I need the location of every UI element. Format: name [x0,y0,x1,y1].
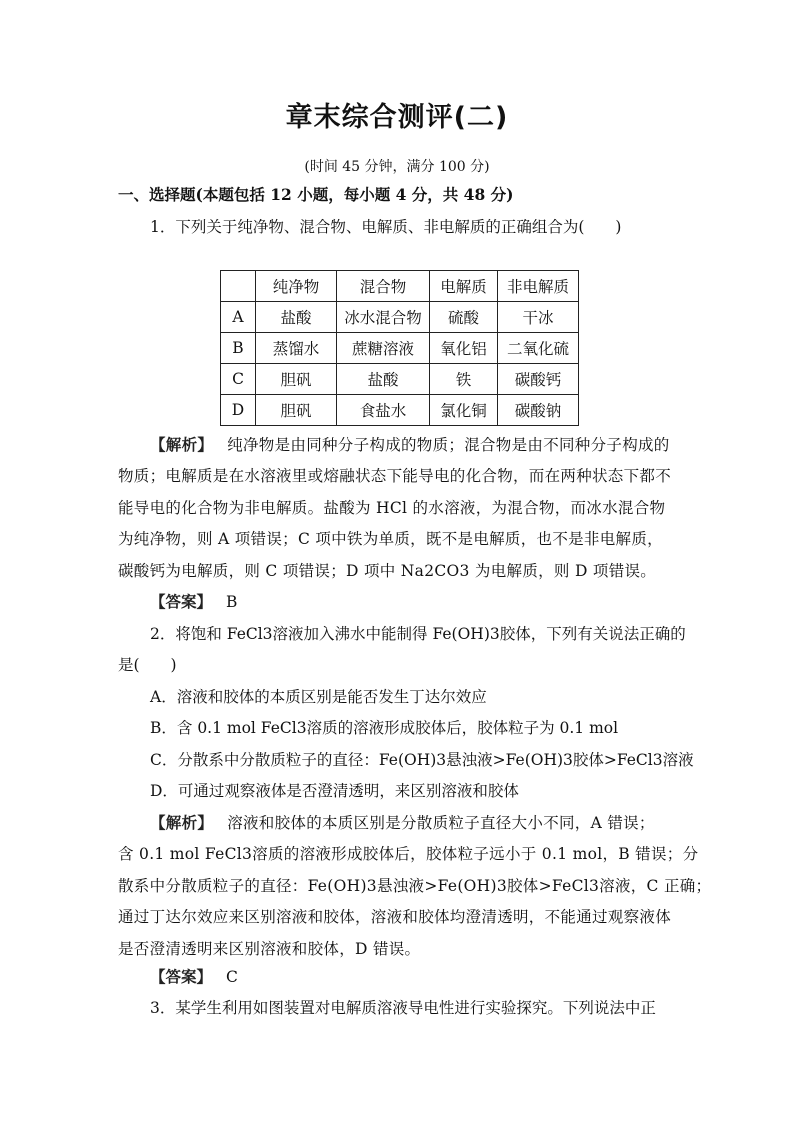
table-cell: B [221,333,256,364]
table-cell: 硫酸 [430,302,498,333]
q2-option-a: A．溶液和胶体的本质区别是能否发生丁达尔效应 [150,688,487,706]
table-row [221,302,579,333]
answer-label: 【答案】 [150,593,213,611]
table-cell: C [221,364,256,395]
q1-analysis-line: 碳酸钙为电解质，则 C 项错误；D 项中 Na2CO3 为电解质，则 D 项错误。 [118,562,657,580]
answer-value: C [226,968,238,986]
table-cell: 盐酸 [256,302,337,333]
q1-analysis-line: 为纯净物，则 A 项错误；C 项中铁为单质，既不是电解质，也不是非电解质， [118,530,663,548]
q3-stem: 3．某学生利用如图装置对电解质溶液导电性进行实验探究。下列说法中正 [150,999,656,1017]
table-row [221,333,579,364]
table-header-row [221,271,579,302]
table-row [221,364,579,395]
q2-option-c: C．分散系中分散质粒子的直径：Fe(OH)3悬浊液>Fe(OH)3胶体>FeCl3溶液 [150,751,694,769]
q1-options-table [220,270,579,426]
table-cell: A [221,302,256,333]
table-cell: 胆矾 [256,395,337,426]
answer-value: B [226,593,238,611]
analysis-label: 【解析】 [150,814,214,832]
table-cell: 碳酸钙 [498,364,579,395]
exam-subtitle: (时间 45 分钟，满分 100 分) [304,159,490,175]
q2-answer [150,966,710,988]
table-cell: 干冰 [498,302,579,333]
q2-stem: 2．将饱和 FeCl3溶液加入沸水中能制得 Fe(OH)3胶体，下列有关说法正确的 [150,625,686,643]
q2-stem: 是( ) [118,656,177,674]
table-row [221,395,579,426]
q2-analysis-line: 散系中分散质粒子的直径：Fe(OH)3悬浊液>Fe(OH)3胶体>FeCl3溶液，C 正确； [118,877,712,895]
table-cell: 铁 [430,364,498,395]
answer-label: 【答案】 [150,968,213,986]
q1-analysis-line [150,434,710,456]
q2-analysis-line [150,812,710,834]
q2-analysis-line: 是否澄清透明来区别溶液和胶体，D 错误。 [118,940,421,958]
q2-option-b: B．含 0.1 mol FeCl3溶质的溶液形成胶体后，胶体粒子为 0.1 mol [150,719,619,737]
table-header-cell: 混合物 [337,271,430,302]
analysis-text: 纯净物是由同种分子构成的物质；混合物是由不同种分子构成的 [227,436,670,454]
table-cell: 胆矾 [256,364,337,395]
table-cell: 二氧化硫 [498,333,579,364]
table-cell: 食盐水 [337,395,430,426]
table-header-cell: 纯净物 [256,271,337,302]
page-title: 章末综合测评(二) [285,102,509,133]
table-cell: 冰水混合物 [337,302,430,333]
q1-analysis-line: 物质；电解质是在水溶液里或熔融状态下能导电的化合物，而在两种状态下都不 [118,467,672,485]
q1-stem: 1．下列关于纯净物、混合物、电解质、非电解质的正确组合为( ) [150,218,622,236]
table-cell: 蒸馏水 [256,333,337,364]
table-header-cell [221,271,256,302]
q2-analysis-line: 含 0.1 mol FeCl3溶质的溶液形成胶体后，胶体粒子远小于 0.1 mol，B 错误；分 [118,845,699,863]
q1-analysis-line: 能导电的化合物为非电解质。盐酸为 HCl 的水溶液，为混合物，而冰水混合物 [118,499,666,517]
analysis-text: 溶液和胶体的本质区别是分散质粒子直径大小不同，A 错误； [227,814,655,832]
table-cell: 氧化铝 [430,333,498,364]
table-cell: 盐酸 [337,364,430,395]
table-cell: 蔗糖溶液 [337,333,430,364]
analysis-label: 【解析】 [150,436,214,454]
section-heading: 一、选择题(本题包括 12 小题，每小题 4 分，共 48 分) [118,185,514,204]
table-cell: D [221,395,256,426]
q2-analysis-line: 通过丁达尔效应来区别溶液和胶体，溶液和胶体均澄清透明，不能通过观察液体 [118,908,672,926]
table-cell: 碳酸钠 [498,395,579,426]
q2-option-d: D．可通过观察液体是否澄清透明，来区别溶液和胶体 [150,782,519,800]
table-header-cell: 非电解质 [498,271,579,302]
table-cell: 氯化铜 [430,395,498,426]
q1-answer [150,591,710,613]
table-header-cell: 电解质 [430,271,498,302]
